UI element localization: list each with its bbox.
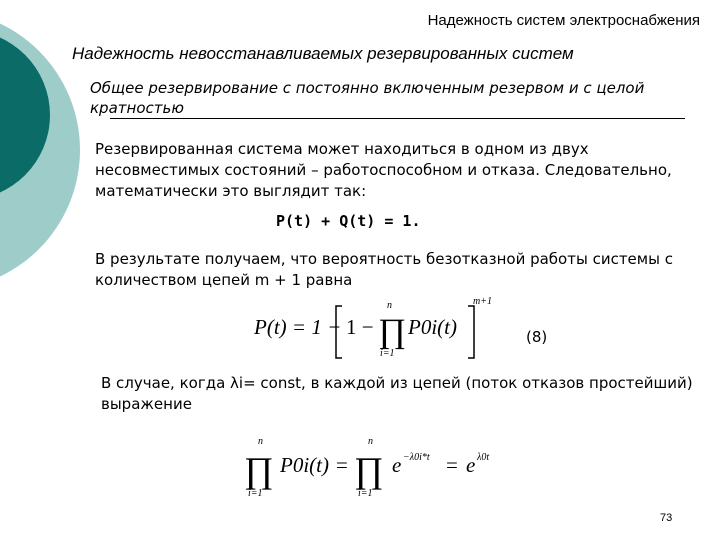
eq8-product-upper: n: [387, 300, 392, 311]
section-heading: Общее резервирование с постоянно включенным резервом и с целой кратностью: [90, 79, 645, 117]
eq9-product-symbol-2: ∏: [354, 450, 384, 490]
equation-8: [250, 292, 500, 362]
paragraph-2: В результате получаем, что вероятность безотказной работы системы с количеством цепей m + 1 равна: [95, 250, 673, 289]
equation-9: [236, 432, 526, 500]
paragraph-1: Резервированная система может находиться в одном из двух несовместимых состояний – работоспособном и отказа. Следовательно, математически это выглядит так:: [95, 140, 672, 200]
eq9-equals-1: =: [336, 453, 348, 477]
eq8-lhs: P(t) = 1 −: [254, 315, 342, 339]
eq8-product-symbol: ∏: [378, 313, 406, 350]
eq9-product-lower-2: i=1: [358, 488, 373, 499]
eq9-exp-power-1: −λ0i*t: [403, 452, 430, 463]
eq9-product-lower-1: i=1: [248, 488, 263, 499]
page-number: 73: [660, 512, 673, 524]
formula-main: P(t) + Q(t) = 1.: [276, 212, 421, 230]
eq9-exp-power-2: λ0t: [477, 452, 490, 463]
header-title: Надежность систем электроснабжения: [427, 12, 700, 29]
eq9-term: P0i(t): [280, 453, 329, 477]
eq8-product-lower: i=1: [380, 348, 395, 359]
eq8-right-bracket: [468, 306, 474, 358]
eq8-inner: 1 −: [346, 315, 374, 339]
eq9-product-upper-2: n: [368, 436, 373, 447]
subtitle: Надежность невосстанавливаемых резервированных систем: [72, 44, 574, 63]
eq9-equals-2: =: [446, 453, 458, 477]
equation-number: (8): [526, 328, 548, 346]
eq9-exp-base-2: e: [466, 453, 476, 477]
eq9-exp-base-1: e: [392, 453, 402, 477]
eq9-product-upper-1: n: [258, 436, 263, 447]
heading-rule: [110, 118, 685, 119]
paragraph-3: В случае, когда λi= const, в каждой из цепей (поток отказов простейший) выражение: [101, 374, 693, 413]
eq8-term: P0i(t): [408, 315, 457, 339]
eq8-exponent: m+1: [473, 296, 492, 307]
eq9-product-symbol-1: ∏: [244, 450, 274, 490]
